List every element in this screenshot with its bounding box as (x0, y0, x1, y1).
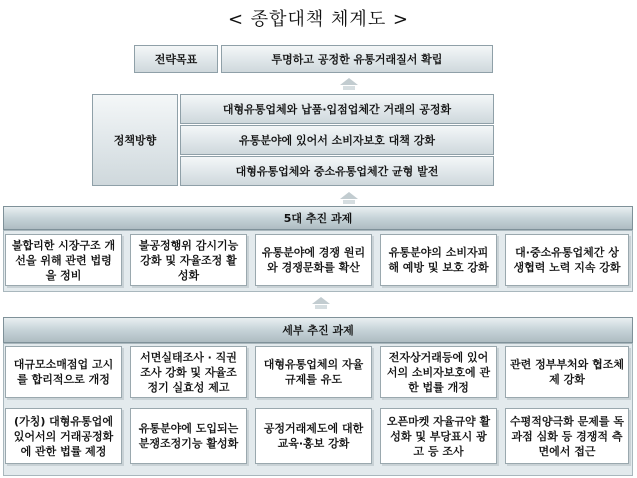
policy-direction-item (180, 125, 494, 155)
detail-task-item-text: 서면실태조사 · 직권조사 강화 및 자율조정기 실효성 제고 (140, 350, 237, 394)
detail-task-item (255, 346, 372, 398)
policy-direction-label-text: 정책방향 (113, 133, 157, 147)
detail-task-item (255, 408, 372, 464)
five-task-item (255, 234, 372, 286)
detail-task-item-text: 대형유통업체의 자율규제를 유도 (263, 358, 364, 386)
policy-direction-label (92, 94, 178, 186)
detail-task-item-text: 공정거래제도에 대한 교육·홍보 강화 (263, 422, 364, 450)
detail-task-item (380, 408, 497, 464)
five-task-item-text: 불공정행위 감시기능 강화 및 자율조정 활성화 (138, 238, 239, 282)
five-task-item (505, 234, 629, 286)
detail-task-item (130, 346, 247, 398)
five-task-item (380, 234, 497, 286)
policy-direction-item (180, 156, 494, 186)
detail-task-item (130, 408, 247, 464)
detail-task-item-text: 수평적양극화 문제를 독과점 심화 등 경쟁적 측면에서 접근 (510, 414, 624, 458)
detail-task-item-text: 전자상거래등에 있어서의 소비자보호에 관한 법률 개정 (386, 350, 491, 394)
five-task-item-text: 유통분야에 경쟁 원리와 경쟁문화를 확산 (261, 246, 366, 274)
detail-task-item (5, 408, 122, 464)
five-task-item-text: 유통분야의 소비자피해 예방 및 보호 강화 (388, 246, 489, 274)
detail-task-item-text: (가칭) 대형유통업에 있어서의 거래공정화에 관한 법률 제정 (13, 414, 114, 458)
strategic-goal-label-text: 전략목표 (154, 52, 198, 66)
strategic-goal-text-value: 투명하고 공정한 유통거래질서 확립 (271, 52, 443, 66)
detail-task-item-text: 대규모소매점업 고시를 합리적으로 개정 (13, 358, 114, 386)
detail-task-item-text: 관련 정부부처와 협조체제 강화 (510, 358, 624, 386)
policy-direction-item-text: 대형유통업체와 중소유통업체간 균형 발전 (235, 164, 439, 178)
detail-tasks-header-text: 세부 추진 과제 (282, 324, 354, 337)
detail-task-item (505, 346, 629, 398)
up-arrow-icon (340, 78, 358, 85)
up-arrow-icon (312, 297, 330, 304)
diagram-title: < 종합대책 체계도 > (227, 9, 410, 30)
five-tasks-header-text: 5대 추진 과제 (283, 212, 353, 225)
detail-task-item (5, 346, 122, 398)
policy-direction-item-text: 대형유통업체와 납품·입점업체간 거래의 공정화 (222, 102, 452, 116)
detail-task-item-text: 유통분야에 도입되는 분쟁조정기능 활성화 (138, 422, 239, 450)
up-arrow-icon (340, 192, 358, 199)
detail-task-item-text: 오픈마켓 자율규약 활성화 및 부당표시 광고 등 조사 (386, 414, 491, 458)
five-task-item (5, 234, 122, 286)
strategic-goal-label (134, 45, 218, 73)
five-task-item-text: 불합리한 시장구조 개선을 위해 관련 법령을 정비 (11, 238, 116, 282)
detail-task-item (505, 408, 629, 464)
strategic-goal-text (221, 45, 493, 73)
detail-task-item (380, 346, 497, 398)
five-task-item (130, 234, 247, 286)
policy-direction-item-text: 유통분야에 있어서 소비자보호 대책 강화 (239, 133, 435, 147)
policy-direction-item (180, 94, 494, 124)
detail-tasks-header (3, 317, 633, 343)
five-tasks-header (3, 206, 633, 230)
five-task-item-text: 대·중소유통업체간 상생협력 노력 지속 강화 (513, 246, 621, 274)
